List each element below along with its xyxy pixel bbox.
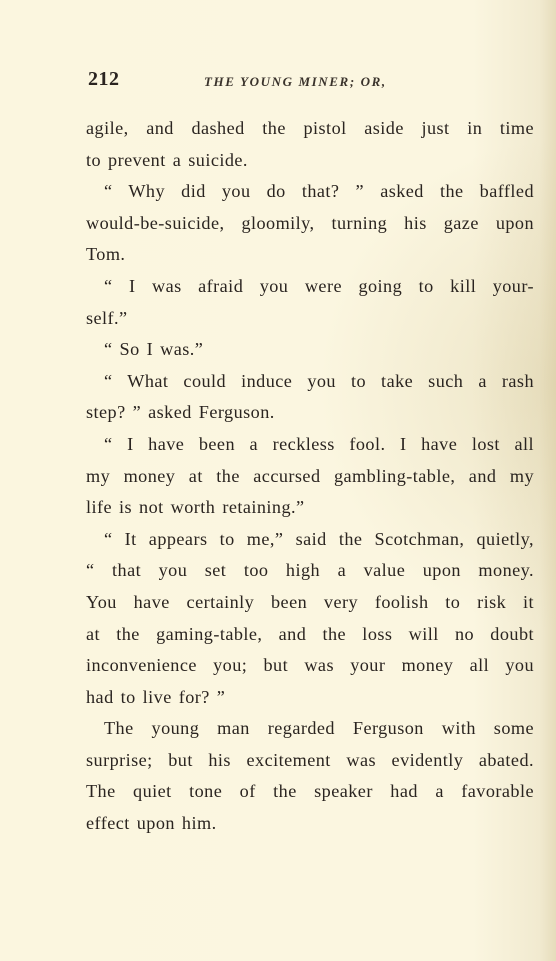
text-line: at the gaming-table, and the loss will no doubt [86,623,534,644]
text-line: effect upon him. [86,813,217,834]
text-line: had to live for? ” [86,686,226,707]
text-line: inconvenience you; but was your money all you [86,655,534,676]
text-line: my money at the accursed gambling-table, and my [86,465,534,486]
text-line: “ So I was.” [104,339,204,360]
page-header [88,68,528,98]
body-text [86,113,534,840]
text-line: The young man regarded Ferguson with some [104,718,534,739]
running-head: THE YOUNG MINER; OR, [204,74,387,89]
text-line: agile, and dashed the pistol aside just in time [86,118,534,138]
text-line: The quiet tone of the speaker had a favorable [86,781,534,802]
text-line: self.” [86,307,128,328]
text-line: step? ” asked Ferguson. [86,402,275,423]
text-line: “ Why did you do that? ” asked the baffled [104,181,534,202]
page-number: 212 [88,68,120,90]
text-line: “ that you set too high a value upon money. [86,560,534,581]
text-line: life is not worth retaining.” [86,497,305,518]
text-line: Tom. [86,244,126,265]
text-line: You have certainly been very foolish to risk it [86,591,534,612]
text-line: to prevent a suicide. [86,149,248,170]
text-line: “ It appears to me,” said the Scotchman, quietly, [104,528,534,549]
text-line: “ I was afraid you were going to kill your- [104,275,534,296]
text-line: would-be-suicide, gloomily, turning his gaze upon [86,212,534,233]
text-line: “ I have been a reckless fool. I have lost all [104,433,534,454]
text-line: surprise; but his excitement was evidently abated. [86,749,534,770]
text-line: “ What could induce you to take such a rash [104,370,534,391]
